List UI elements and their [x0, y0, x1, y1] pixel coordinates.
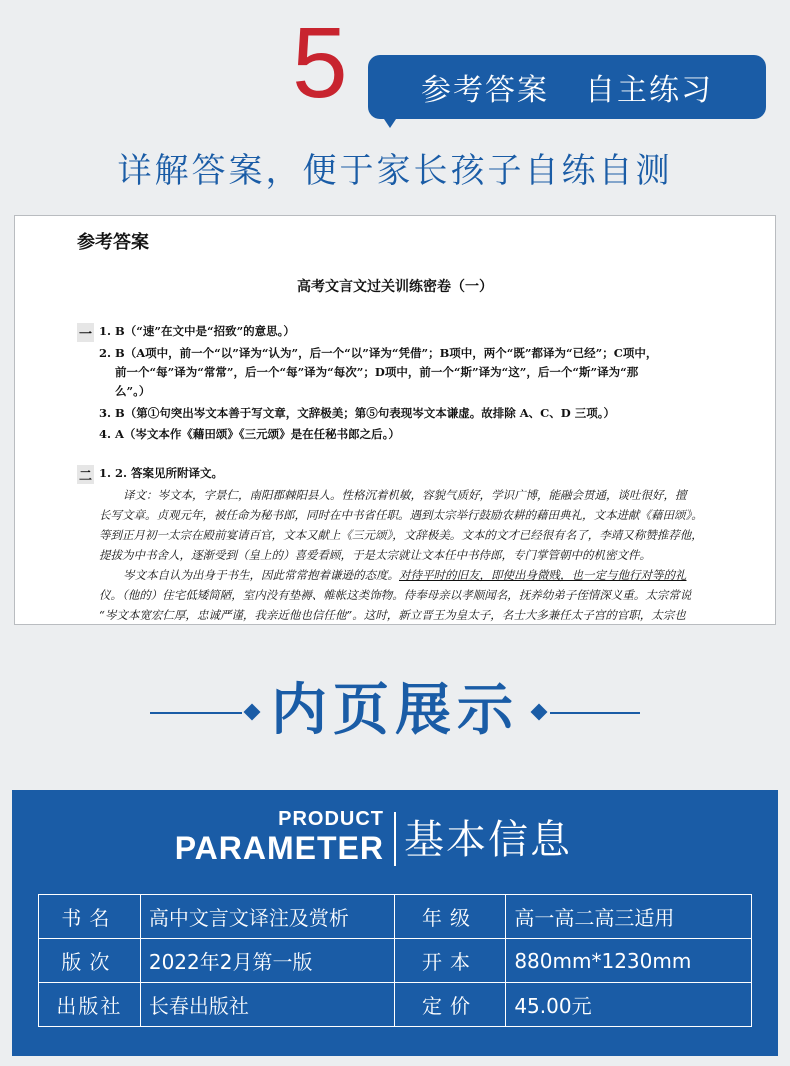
table-row — [39, 983, 752, 1027]
parameter-title-en-top: PRODUCT — [278, 808, 384, 830]
answer-document-page — [14, 215, 776, 625]
parameter-title-en: PARAMETER — [174, 830, 384, 866]
param-key-title: 书名 — [39, 895, 141, 939]
product-parameter-panel — [12, 790, 778, 1056]
param-key-publisher: 出版社 — [39, 983, 141, 1027]
divider-line-right — [550, 712, 640, 714]
answer-line: 么”。） — [115, 384, 151, 398]
param-value-publisher: 长春出版社 — [140, 983, 394, 1027]
translation-line — [123, 566, 739, 585]
parameter-title-cn: 基本信息 — [404, 817, 572, 863]
param-key-grade: 年级 — [394, 895, 506, 939]
table-row — [39, 939, 752, 983]
answer-line: 3. B（第①句突出岑文本善于写文章，文辞极美；第⑤句表现岑文本谦虚。故排除 A、C、D 三项。） — [99, 406, 616, 420]
document-heading: 参考答案 — [77, 232, 149, 253]
param-value-price: 45.00元 — [506, 983, 752, 1027]
translation-line: “岑文本宽宏仁厚，忠诚严谨，我亲近他也信任他”。这时，新立晋王为皇太子，名士大多兼任太子宫的官职，太宗也 — [99, 608, 686, 622]
param-value-grade: 高一高二高三适用 — [506, 895, 752, 939]
underlined-text: 对待平时的旧友，即使出身微贱，也一定与他行对等的礼 — [399, 568, 687, 582]
subtitle: 详解答案，便于家长孩子自练自测 — [117, 151, 673, 191]
param-key-price: 定价 — [394, 983, 506, 1027]
param-key-format: 开本 — [394, 939, 506, 983]
param-value-edition: 2022年2月第一版 — [140, 939, 394, 983]
answer-line: 2. B（A项中，前一个“以”译为“认为”，后一个“以”译为“凭借”；B项中，两个“既”都译为“已经”；C项中， — [99, 346, 658, 360]
param-value-title: 高中文言文译注及赏析 — [140, 895, 394, 939]
document-title: 高考文言文过关训练密卷（一） — [297, 279, 493, 295]
param-value-format: 880mm*1230mm — [506, 939, 752, 983]
answer-line: 前一个“每”译为“常常”，后一个“每”译为“每次”；D项中，前一个“斯”译为“这”，后一个“斯”译为“那 — [115, 365, 639, 379]
param-key-edition: 版次 — [39, 939, 141, 983]
answer-banner — [368, 55, 766, 119]
translation-line: 提拔为中书舍人，逐渐受到（皇上的）喜爱看顾，于是太宗就让文本任中书侍郎，专门掌管朝中的机密文件。 — [99, 548, 651, 562]
banner-label-answers: 参考答案 — [421, 73, 549, 108]
banner-label-practice: 自主练习 — [585, 73, 713, 108]
answer-line: 1. 2. 答案见所附译文。 — [99, 466, 224, 480]
translation-line: 等到正月初一太宗在殿前宴请百官，文本又献上《三元颂》，文辞极美。文本的文才已经很有名了，李靖又称赞推荐他， — [99, 528, 703, 542]
translation-text: 岑文本自认为出身于书生，因此常常抱着谦逊的态度。 — [123, 568, 399, 582]
parameter-table — [38, 894, 752, 1027]
section-mark-2: 二 — [77, 465, 94, 484]
inner-pages-title: 内页展示 — [271, 677, 519, 743]
step-number: 5 — [292, 7, 348, 119]
answer-line: 1. B（“速”在文中是“招致”的意思。） — [99, 324, 295, 338]
banner-tail-shape — [382, 116, 398, 128]
table-row — [39, 895, 752, 939]
translation-line: 长写文章。贞观元年，被任命为秘书郎，同时在中书省任职。遇到太宗举行鼓励农耕的藉田典礼，文本进献《藉田颂》。 — [99, 508, 703, 522]
section-mark-1: 一 — [77, 323, 94, 342]
translation-line: 译文：岑文本，字景仁，南阳郡棘阳县人。性格沉着机敏，容貌气质好，学识广博，能融会贯通，谈吐很好，擅 — [123, 488, 687, 502]
translation-line: 仪。（他的）住宅低矮简陋，室内没有垫褥、帷帐这类饰物。侍奉母亲以孝顺闻名，抚养幼弟子侄情深义重。太宗常说 — [99, 588, 692, 602]
answer-line: 4. A（岑文本作《藉田颂》《三元颂》是在任秘书郎之后。） — [99, 427, 400, 441]
title-separator — [394, 812, 396, 866]
